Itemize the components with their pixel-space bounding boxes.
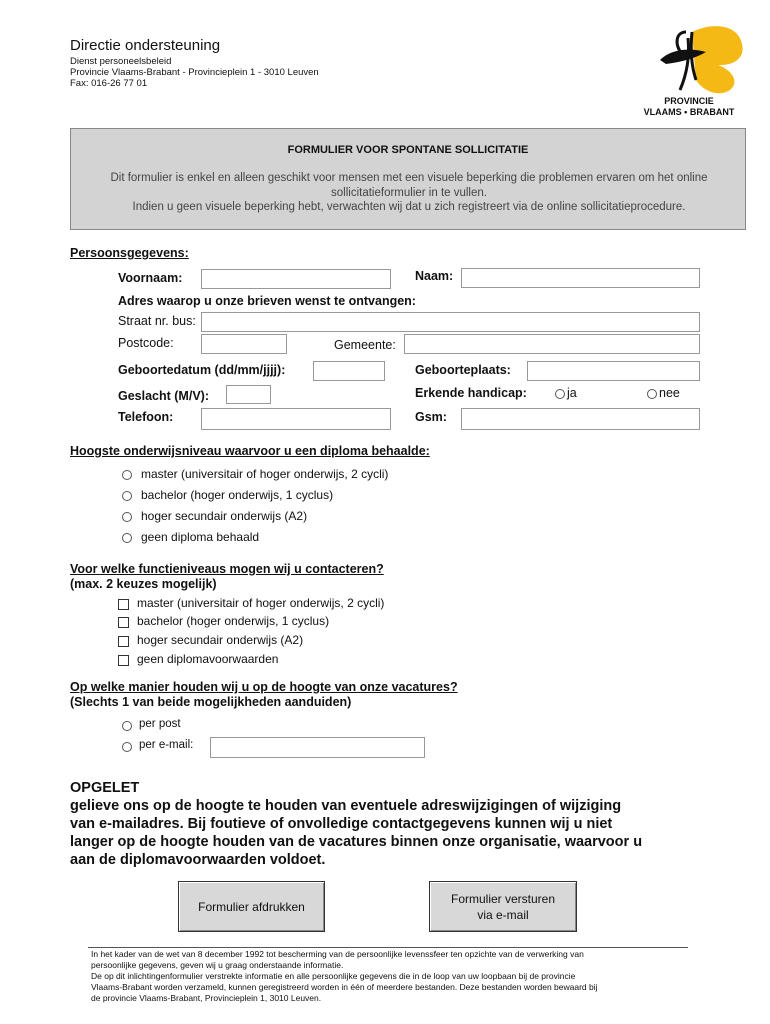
gsm-label: Gsm: [415,410,447,424]
levels-check-bachelor[interactable] [118,617,129,628]
contact-option-email: per e-mail: [139,739,194,751]
levels-option-geen: geen diplomavoorwaarden [137,652,279,666]
footer-line-3: De op dit inlichtingenformulier verstrekte informatie en alle persoonlijke gegevens die in de loop van uw loopbaan bij de provincie [91,971,576,981]
levels-check-geen[interactable] [118,655,129,666]
education-radio-master[interactable] [122,470,132,480]
contact-option-post: per post [139,718,181,730]
header-line-1: Dienst personeelsbeleid [70,56,172,67]
warning-line-3: langer op de hoogte houden van de vacatures binnen onze organisatie, waarvoor u [70,834,643,850]
intro-line-1: Dit formulier is enkel en alleen geschikt voor mensen met een visuele beperking die problemen ervaren om het online [110,172,708,184]
naam-input[interactable] [461,268,700,288]
footer-line-2: persoonlijke gegevens, geven wij u graag onderstaande informatie. [91,960,344,970]
intro-line-3: Indien u geen visuele beperking hebt, verwachten wij dat u zich registreert via de online sollicitatieprocedure. [132,201,686,213]
handicap-ja-label: ja [567,386,577,400]
education-radio-bachelor[interactable] [122,491,132,501]
telefoon-input[interactable] [201,408,391,430]
contact-radio-post[interactable] [122,721,132,731]
gsm-input[interactable] [461,408,700,430]
intro-text [84,171,734,215]
contact-heading: Op welke manier houden wij u op de hoogte van onze vacatures? [70,680,458,694]
geboortedatum-label: Geboortedatum (dd/mm/jjjj): [118,363,286,377]
levels-option-master: master (universitair of hoger onderwijs, 2 cycli) [137,596,385,610]
send-form-button[interactable] [429,881,577,932]
logo-text-line-1: PROVINCIE [664,96,714,106]
education-radio-geen[interactable] [122,533,132,543]
levels-option-secundair: hoger secundair onderwijs (A2) [137,633,304,647]
handicap-nee-label: nee [659,386,680,400]
gemeente-label: Gemeente: [334,338,396,352]
postcode-label: Postcode: [118,336,174,350]
warning-block [70,779,710,869]
geboorteplaats-input[interactable] [527,361,700,381]
gemeente-input[interactable] [404,334,700,354]
telefoon-label: Telefoon: [118,410,174,424]
header-line-3: Fax: 016-26 77 01 [70,78,148,89]
warning-line-4: aan de diplomavoorwaarden voldoet. [70,852,326,868]
intro-line-2: sollicitatieformulier in te vullen. [331,186,487,199]
send-form-label-1: Formulier versturen [450,891,556,906]
geslacht-label: Geslacht (M/V): [118,389,209,403]
department-title: Directie ondersteuning [70,37,221,54]
email-input[interactable] [210,737,425,758]
header-line-2: Provincie Vlaams-Brabant - Provincieplein 1 - 3010 Leuven [70,67,319,78]
levels-check-master[interactable] [118,599,129,610]
print-form-button[interactable] [178,881,325,932]
footer-line-5: de provincie Vlaams-Brabant, Provincieplein 1, 3010 Leuven. [91,993,322,1003]
adres-label: Adres waarop u onze brieven wenst te ontvangen: [118,294,416,308]
handicap-ja-radio[interactable] [555,389,565,399]
levels-heading: Voor welke functieniveaus mogen wij u contacteren? [70,562,384,576]
contact-subheading: (Slechts 1 van beide mogelijkheden aanduiden) [70,695,352,709]
levels-option-bachelor: bachelor (hoger onderwijs, 1 cyclus) [137,614,330,628]
warning-line-1: gelieve ons op de hoogte te houden van eventuele adreswijzigingen of wijziging [70,798,622,814]
straat-label: Straat nr. bus: [118,314,196,328]
education-radio-secundair[interactable] [122,512,132,522]
footer-divider [88,947,688,948]
education-option-secundair: hoger secundair onderwijs (A2) [141,509,308,523]
geboortedatum-input[interactable] [313,361,385,381]
education-option-geen: geen diploma behaald [141,530,260,544]
contact-radio-email[interactable] [122,742,132,752]
footer-line-4: Vlaams-Brabant worden verzameld, kunnen geregistreerd worden in één of meerdere bestanden. Deze bestanden worden bewaard bij [91,982,598,992]
naam-label: Naam: [415,269,454,283]
geslacht-input[interactable] [226,385,271,404]
voornaam-input[interactable] [201,269,391,289]
education-option-bachelor: bachelor (hoger onderwijs, 1 cyclus) [141,488,334,502]
education-heading: Hoogste onderwijsniveau waarvoor u een diploma behaalde: [70,444,430,458]
postcode-input[interactable] [201,334,287,354]
logo-text [630,96,748,118]
levels-check-secundair[interactable] [118,636,129,647]
voornaam-label: Voornaam: [118,271,183,285]
privacy-footer [91,949,691,1004]
personal-heading: Persoonsgegevens: [70,246,189,260]
education-option-master: master (universitair of hoger onderwijs, 2 cycli) [141,467,389,481]
logo-text-line-2: VLAAMS • BRABANT [643,107,735,117]
levels-subheading: (max. 2 keuzes mogelijk) [70,577,217,591]
warning-title: OPGELET [70,780,140,796]
geboorteplaats-label: Geboorteplaats: [415,363,511,377]
handicap-nee-radio[interactable] [647,389,657,399]
straat-input[interactable] [201,312,700,332]
print-form-label: Formulier afdrukken [198,899,305,914]
warning-line-2: van e-mailadres. Bij foutieve of onvolledige contactgegevens kunnen wij u niet [70,816,613,832]
form-title: FORMULIER VOOR SPONTANE SOLLICITATIE [287,144,529,156]
handicap-label: Erkende handicap: [415,386,527,400]
footer-line-1: In het kader van de wet van 8 december 1992 tot bescherming van de persoonlijke levenssfeer ten opzichte van de verwerking van [91,949,584,959]
send-form-label-2: via e-mail [477,907,529,922]
